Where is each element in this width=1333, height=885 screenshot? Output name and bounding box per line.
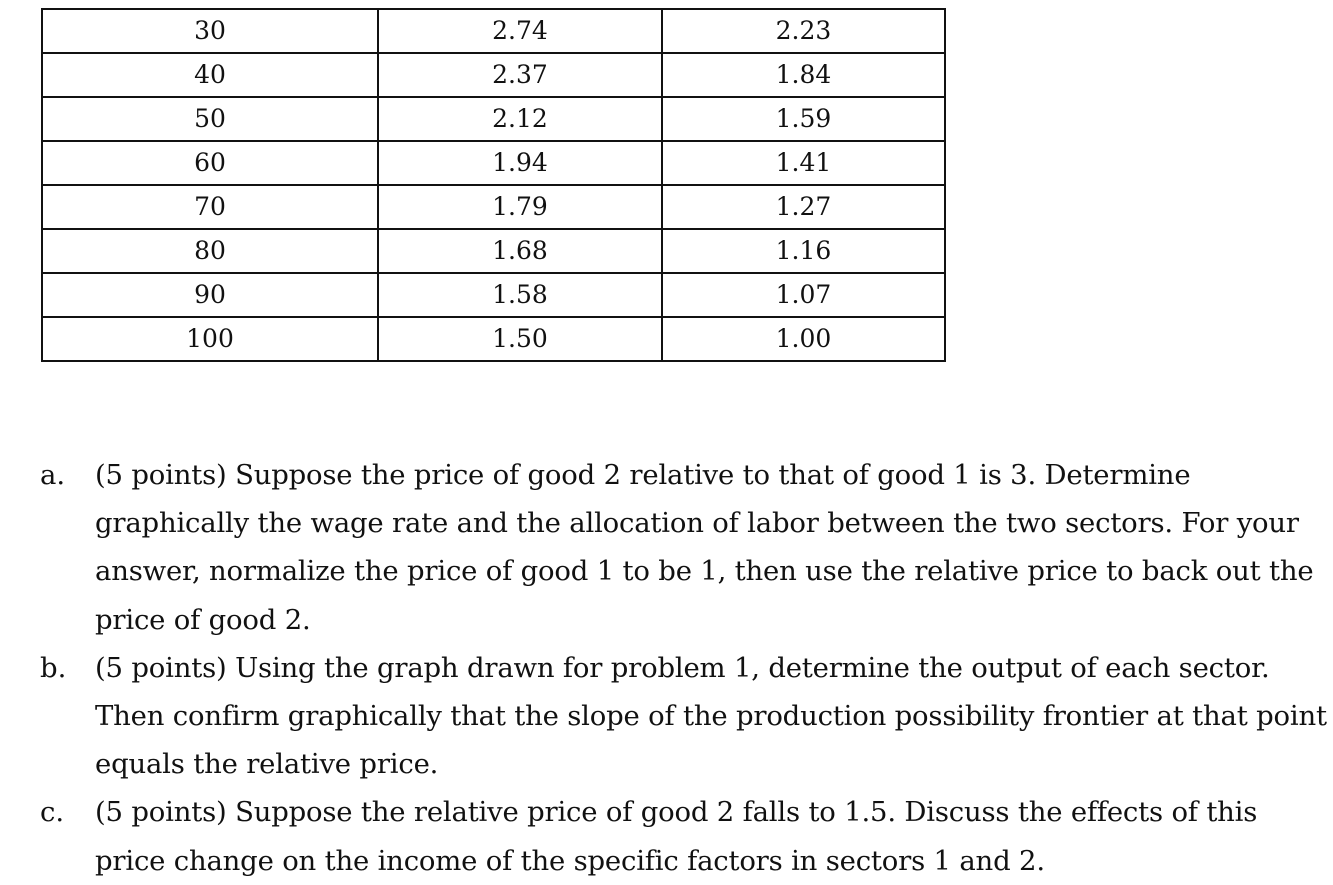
table-cell: 2.12 [378, 97, 662, 141]
table-cell: 90 [42, 273, 378, 317]
table-cell: 60 [42, 141, 378, 185]
table-row [42, 273, 945, 317]
table-cell: 1.68 [378, 229, 662, 273]
table-cell: 1.58 [378, 273, 662, 317]
table-cell: 1.59 [662, 97, 945, 141]
question-b [0, 644, 1333, 789]
table-cell: 1.41 [662, 141, 945, 185]
table-cell: 1.84 [662, 53, 945, 97]
question-marker: c. [40, 796, 65, 829]
table-cell: 2.37 [378, 53, 662, 97]
question-list [0, 451, 1333, 885]
table-cell: 1.16 [662, 229, 945, 273]
table-row [42, 141, 945, 185]
question-marker: b. [40, 651, 67, 684]
table-row [42, 53, 945, 97]
table-row [42, 97, 945, 141]
table-cell: 70 [42, 185, 378, 229]
table-cell: 1.94 [378, 141, 662, 185]
table-row [42, 317, 945, 361]
table-cell: 1.07 [662, 273, 945, 317]
table-cell: 30 [42, 9, 378, 53]
question-marker: a. [40, 459, 66, 491]
table-cell: 2.74 [378, 9, 662, 53]
table-cell: 80 [42, 229, 378, 273]
table-cell: 50 [42, 97, 378, 141]
table-cell: 40 [42, 53, 378, 97]
table-cell: 1.00 [662, 317, 945, 361]
table-cell: 2.23 [662, 9, 945, 53]
question-text: (5 points) Suppose the price of good 2 relative to that of good 1 is 3. Determine graphically the wage rate and the allocation of labor between the two sectors. For your answer, normalize the price of good 1 to be 1, then use the relative price to back out the price of good 2. [95, 459, 1314, 636]
table-cell: 1.79 [378, 185, 662, 229]
question-text: (5 points) Suppose the relative price of good 2 falls to 1.5. Discuss the effects of this price change on the income of the specific factors in sectors 1 and 2. [95, 796, 1258, 877]
table-row [42, 9, 945, 53]
table-row [42, 229, 945, 273]
table-row [42, 185, 945, 229]
table-cell: 100 [42, 317, 378, 361]
question-c [0, 788, 1333, 884]
data-table [41, 8, 946, 362]
question-a [0, 451, 1333, 644]
question-text: (5 points) Using the graph drawn for problem 1, determine the output of each sector. Then confirm graphically that the slope of the production possibility frontier at that point equals the relative price. [95, 651, 1327, 781]
table-cell: 1.50 [378, 317, 662, 361]
table-cell: 1.27 [662, 185, 945, 229]
